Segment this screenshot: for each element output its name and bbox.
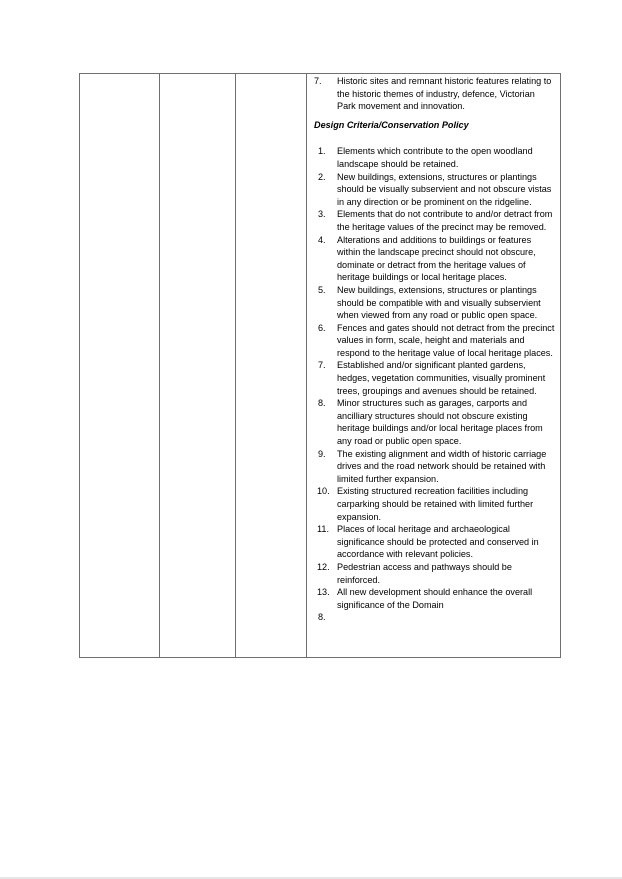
item-text: Alterations and additions to buildings or features within the landscape precinct should not obscure, dominate or detract from the heritage values of heritage buildings or local heritage places.	[337, 234, 536, 283]
policy-list	[314, 145, 556, 624]
item-number: 1.	[318, 146, 326, 157]
list-item	[314, 208, 556, 233]
item-number: 12.	[317, 561, 330, 572]
list-item	[314, 485, 556, 523]
item-text: Fences and gates should not detract from the precinct values in form, scale, height and materials and respond to the heritage value of local heritage places.	[337, 322, 555, 358]
item-text: All new development should enhance the overall significance of the Domain	[337, 587, 533, 610]
list-item	[314, 284, 556, 322]
item-text: Places of local heritage and archaeological significance should be protected and conserved in accordance with relevant policies.	[337, 524, 539, 560]
list-item	[314, 586, 556, 611]
item-text: Historic sites and remnant historic features relating to the historic themes of industry, defence, Victorian Park movement and innovation.	[337, 76, 552, 112]
item-text: Pedestrian access and pathways should be reinforced.	[337, 561, 512, 585]
section-heading: Design Criteria/Conservation Policy	[314, 119, 469, 130]
item-number: 7.	[318, 360, 326, 371]
item-number: 10.	[317, 486, 330, 497]
item-number: 5.	[318, 284, 326, 295]
list-item	[314, 523, 556, 561]
item-number: 6.	[318, 322, 326, 333]
item-number: 3.	[318, 209, 326, 220]
item-number: 13.	[317, 587, 330, 598]
historic-features-item	[314, 75, 556, 113]
list-item	[314, 171, 556, 209]
list-item	[314, 359, 556, 397]
list-item	[314, 561, 556, 586]
list-item	[314, 448, 556, 486]
item-text: The existing alignment and width of historic carriage drives and the road network should be retained with limited further expansion.	[337, 448, 547, 484]
item-text: Existing structured recreation facilities including carparking should be retained with limited further expansion.	[337, 486, 534, 522]
column-divider-1	[159, 74, 160, 657]
item-number: 4.	[318, 234, 326, 245]
item-number: 8.	[318, 612, 326, 623]
column-divider-2	[235, 74, 236, 657]
item-number: 2.	[318, 171, 326, 182]
item-number: 9.	[318, 448, 326, 459]
list-item	[314, 234, 556, 284]
item-text: Established and/or significant planted gardens, hedges, vegetation communities, visually prominent trees, groupings and avenues should be retained.	[337, 360, 546, 396]
item-text: New buildings, extensions, structures or plantings should be visually subservient and not obscure vistas in any direction or be prominent on the ridgeline.	[337, 171, 552, 207]
column-divider-3	[306, 74, 307, 657]
item-text: New buildings, extensions, structures or plantings should be compatible with and visually subservient when viewed from any road or public open space.	[337, 284, 541, 321]
policy-cell	[314, 75, 556, 624]
list-item	[314, 322, 556, 360]
list-item	[314, 611, 556, 624]
item-text: Elements that do not contribute to and/or detract from the heritage values of the precinct may be removed.	[337, 209, 553, 232]
item-number: 8.	[318, 398, 326, 409]
item-text: Elements which contribute to the open woodland landscape should be retained.	[337, 146, 533, 169]
item-text: Minor structures such as garages, carports and ancilliary structures should not obscure existing heritage buildings and/or local heritage places from any road or public open space.	[337, 398, 543, 447]
heritage-table	[79, 73, 561, 658]
item-number: 7.	[314, 76, 322, 86]
list-item	[314, 397, 556, 447]
item-number: 11.	[317, 524, 329, 535]
list-item	[314, 145, 556, 170]
